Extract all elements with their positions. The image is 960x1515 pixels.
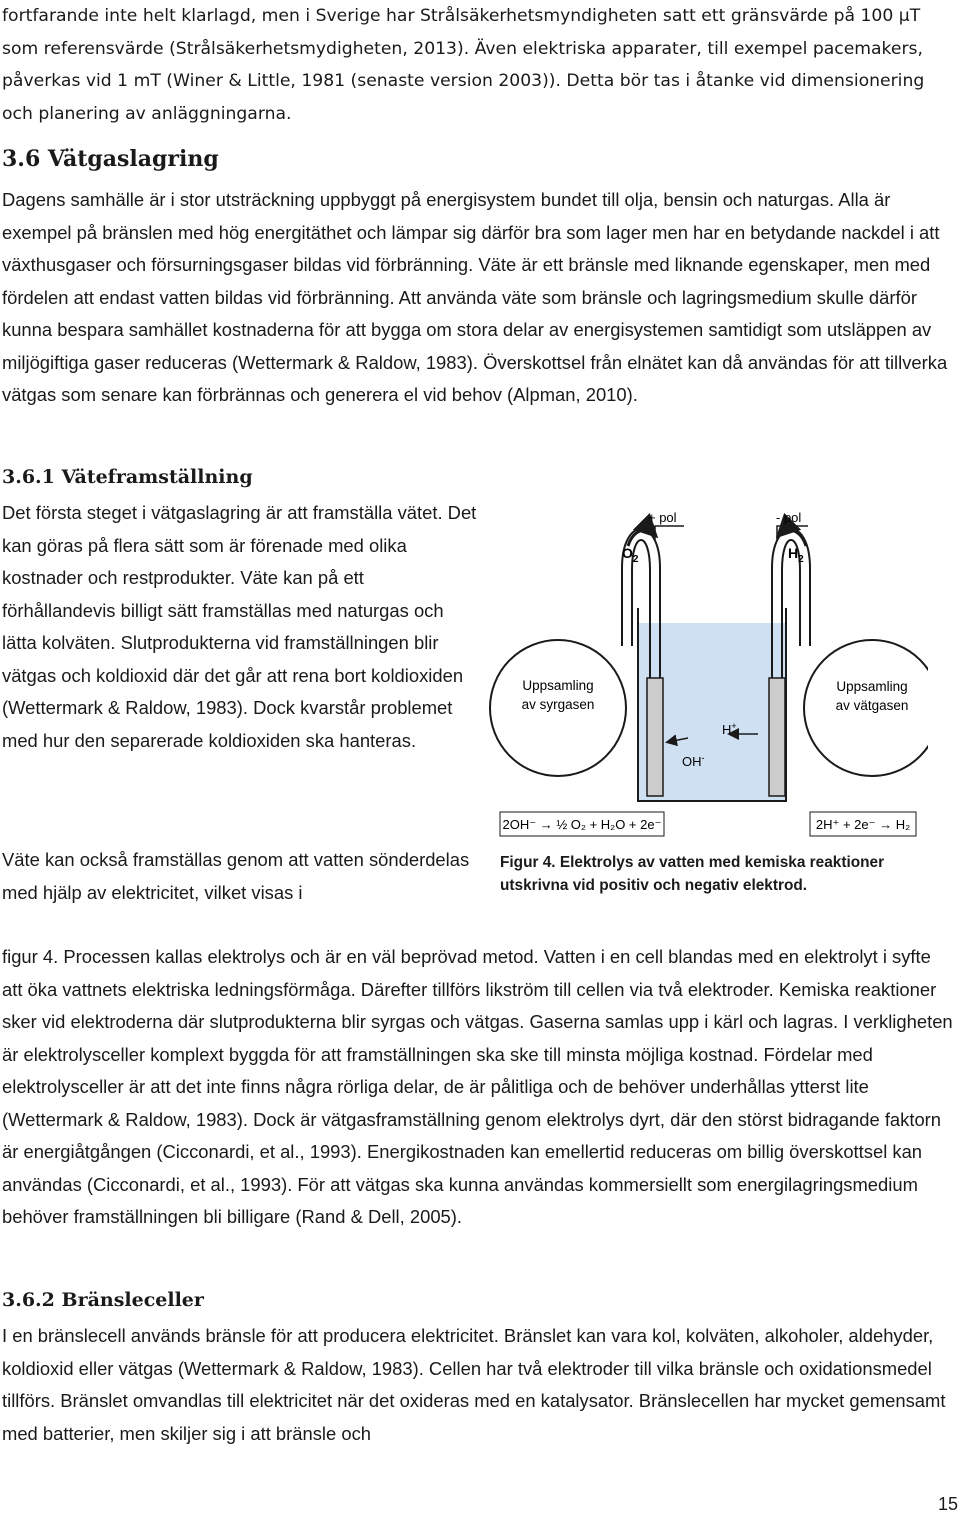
anode-reaction: 2OH⁻ → ½ O₂ + H₂O + 2e⁻ <box>502 817 662 832</box>
plus-wire <box>655 526 684 540</box>
anode-electrode <box>647 678 663 796</box>
hydrogen-flow-arrow <box>780 530 806 546</box>
section-3-6-1-paragraph-2-rest: figur 4. Processen kallas elektrolys och är en väl beprövad metod. Vatten i en cell blandas med en elektrolyt i syfte att öka vattnets elektriska ledningsförmåga. Därefter tillförs likström till cellen via två elektroder. Kemiska reaktioner sker vid elektroderna där slutprodukterna blir syrgas och vätgas. Gaserna samlas upp i kärl och lagras. I verkligheten är elektrolysceller komplext byggda för att framställningen ska ske till minsta möjliga kostnad. Fördelar med elektrolysceller är att det inte finns några rörliga delar, de är pålitliga och de behöver underhållas ytterst lite (Wettermark & Raldow, 1983). Dock är vätgasframställning genom elektrolys dyrt, där den störst bidragande faktorn är energiåtgången (Cicconardi, et al., 1993). Energikostnaden kan emellertid reduceras om billig överskottsel kan användas (Cicconardi, et al., 1993). För att vätgas ska kunna användas kommersiellt som energilagringsmedium behöver framställningen bli billigare (Rand & Dell, 2005). <box>2 946 953 1227</box>
plus-pole-label: + pol <box>648 510 677 525</box>
section-heading-3-6-2: 3.6.2 Bränsleceller <box>2 1289 204 1311</box>
h-plus-ion-label: H+ <box>722 721 737 737</box>
hydrogen-gas-label: $H_2$ <box>788 545 804 565</box>
oxygen-vessel-label-1: Uppsamling <box>522 678 594 693</box>
minus-pole-label: - pol <box>776 510 802 525</box>
cathode-electrode <box>769 678 785 796</box>
oxygen-gas-label: $O_2$ <box>622 545 639 565</box>
section-3-6-paragraph: Dagens samhälle är i stor utsträckning uppbyggt på energisystem bundet till olja, bensin och naturgas. Alla är exempel på bränslen med hög energitäthet och lämpar sig därför bra som lager men har en betydande nackdel i att växthusgaser och försurningsgaser bildas vid förbränning. Väte är ett bränsle med liknande egenskaper, men med fördelen att endast vatten bildas vid förbränning. Att använda väte som bränsle och lagringsmedium skulle därför kunna bespara samhället kostnaderna för att bygga om stora delar av energisystemen samtidigt som utsläppen av miljögiftiga gaser reduceras (Wettermark & Raldow, 1983). Överskottsel från elnätet kan då användas för att tillverka vätgas som senare kan förbrännas och generera el vid behov (Alpman, 2010). <box>2 189 948 405</box>
section-3-6-1-paragraph-1: Det första steget i vätgaslagring är att framställa vätet. Det kan göras på flera sätt som är förenade med olika kostnader och restprodukter. Väte kan på ett förhållandevis billigt sätt framställas med naturgas och lätta kolväten. Slutprodukterna vid framställningen blir vätgas och koldioxid där det går att rena bort koldioxiden (Wettermark & Raldow, 1983). Dock kvarstår problemet med hur den separerade koldioxiden ska hanteras. <box>2 502 477 751</box>
section-3-6-2-paragraph: I en bränslecell används bränsle för att producera elektricitet. Bränslet kan vara kol, kolväten, alkoholer, aldehyder, koldioxid eller vätgas (Wettermark & Raldow, 1983). Cellen har två elektroder till vilka bränsle och oxidationsmedel tillförs. Bränslet omvandlas till elektricitet när det oxideras med en katalysator. Bränslecellen har mycket gemensamt med batterier, men skiljer sig i att bränsle och <box>2 1325 946 1444</box>
section-heading-3-6-1: 3.6.1 Väteframställning <box>2 466 253 488</box>
intro-paragraph: fortfarande inte helt klarlagd, men i Sverige har Strålsäkerhetsmyndigheten satt ett gränsvärde på 100 µT som referensvärde (Strålsäkerhetsmydigheten, 2013). Även elektriska apparater, till exempel pacemakers, påverkas vid 1 mT (Winer & Little, 1981 (senaste version 2003)). Detta bör tas i åtanke vid dimensionering och planering av anläggningarna. <box>2 6 925 124</box>
electrolysis-figure <box>488 498 928 840</box>
oh-minus-ion-label: OH- <box>682 753 705 769</box>
section-heading-3-6: 3.6 Vätgaslagring <box>2 146 219 172</box>
section-3-6-1-paragraph-2-start: Väte kan också framställas genom att vatten sönderdelas med hjälp av elektricitet, vilket visas i <box>2 849 470 903</box>
figure-caption: Figur 4. Elektrolys av vatten med kemiska reaktioner utskrivna vid positiv och negativ elektrod. <box>500 854 885 894</box>
oxygen-vessel-label-2: av syrgasen <box>521 697 595 712</box>
cathode-reaction: 2H⁺ + 2e⁻ → H₂ <box>815 817 911 832</box>
hydrogen-vessel-label-1: Uppsamling <box>836 679 908 694</box>
page-number: 15 <box>937 1494 958 1514</box>
hydrogen-vessel-label-2: av vätgasen <box>835 698 909 713</box>
electrolysis-diagram <box>488 498 928 840</box>
